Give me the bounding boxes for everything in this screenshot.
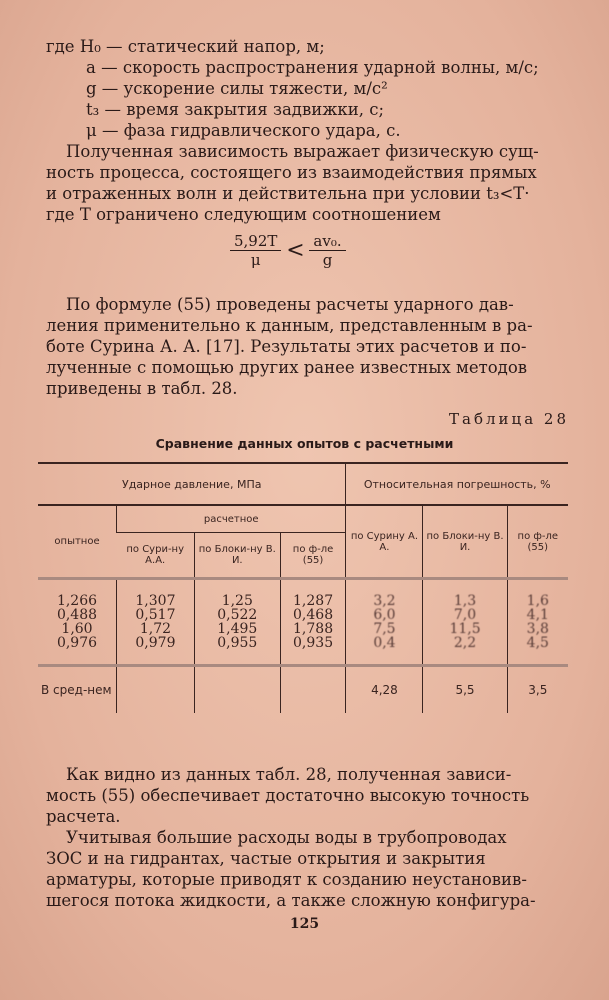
table-column-cell: [117, 579, 195, 666]
formula-lhs-numerator: 5,92T: [230, 232, 281, 251]
text-line: приведены в табл. 28.: [46, 379, 238, 398]
paragraph-2: [46, 294, 571, 399]
avg-value: 4,28: [346, 666, 423, 714]
table-cell-value: 4,1: [526, 607, 549, 623]
table-cell-value: 0,468: [293, 607, 334, 623]
table-column-cell: [423, 579, 507, 666]
header-formula: по ф-ле (55): [280, 533, 346, 579]
table-cell-value: 0,955: [217, 635, 258, 651]
formula: [230, 232, 346, 269]
table-cell-value: 0,517: [135, 607, 176, 623]
table-cell-value: 1,788: [293, 621, 334, 637]
avg-label: В сред-нем: [38, 666, 117, 714]
table-cell-value: 1,3: [453, 593, 477, 609]
paragraph-3: [46, 764, 571, 827]
formula-operator: <: [286, 238, 305, 263]
text-line: боте Сурина А. А. [17]. Результаты этих расчетов и по-: [46, 337, 527, 356]
paragraph-4: [46, 827, 571, 911]
text-line: шегося потока жидкости, а также сложную конфигура-: [46, 891, 536, 910]
formula-rhs-numerator: av₀.: [309, 232, 345, 251]
text-line: ность процесса, состоящего из взаимодействия прямых: [46, 163, 537, 182]
text-line: где T ограничено следующим соотношением: [46, 205, 441, 224]
avg-value: 3,5: [507, 666, 568, 714]
page-number: 125: [289, 916, 320, 932]
text-line: мость (55) обеспечивает достаточно высокую точность: [46, 786, 530, 805]
legend-line: t₃ — время закрытия задвижки, с;: [86, 100, 385, 119]
table-cell-value: 0,4: [373, 635, 396, 651]
table-cell-value: 11,5: [449, 621, 481, 637]
text-line: Полученная зависимость выражает физическую сущ-: [66, 142, 539, 161]
table-cell-value: 0,522: [217, 607, 258, 623]
table-cell-value: 1,6: [526, 593, 549, 609]
avg-empty: [280, 666, 346, 714]
text-line: Учитывая большие расходы воды в трубопроводах: [66, 828, 507, 847]
avg-value: 5,5: [423, 666, 507, 714]
avg-empty: [117, 666, 195, 714]
formula-lhs-denominator: μ: [250, 251, 261, 269]
text-line: арматуры, которые приводят к созданию неустановив-: [46, 870, 527, 889]
table-cell-value: 1,60: [61, 621, 93, 637]
table-cell-value: 1,72: [139, 621, 172, 637]
table-title: Сравнение данных опытов с расчетными: [155, 436, 454, 451]
text-line: ления применительно к данным, представленным в ра-: [46, 316, 533, 335]
table-cell-value: 7,0: [453, 607, 477, 623]
header-err-surin: по Сурину А. А.: [346, 505, 423, 579]
text-line: и отраженных волн и действительна при условии t₃<T·: [46, 184, 530, 203]
table-cell-value: 0,976: [56, 635, 98, 651]
table-cell-value: 4,5: [526, 635, 549, 651]
text-line: Как видно из данных табл. 28, полученная зависи-: [66, 765, 512, 784]
text-line: лученные с помощью других ранее известных методов: [46, 358, 528, 377]
header-surin: по Сури-ну А.А.: [126, 544, 185, 566]
table-cell-value: 1,266: [56, 593, 98, 609]
table-cell-value: 0,488: [56, 607, 98, 623]
header-experimental: опытное: [38, 505, 117, 579]
header-err-formula: по ф-ле (55): [507, 505, 568, 579]
table-cell-value: 3,2: [373, 593, 396, 609]
legend-line: где H₀ — статический напор, м;: [46, 37, 325, 56]
header-blokhin: по Блоки-ну В. И.: [194, 533, 280, 579]
table-cell-value: 0,935: [293, 635, 334, 651]
avg-empty: [194, 666, 280, 714]
text-line: По формуле (55) проведены расчеты ударного дав-: [66, 295, 514, 314]
legend-line: μ — фаза гидравлического удара, с.: [86, 121, 401, 140]
table-cell-value: 6,0: [373, 607, 396, 623]
table-cell-value: 1,287: [293, 593, 334, 609]
table-column-cell: [38, 579, 117, 666]
header-error: Относительная погрешность, %: [346, 463, 568, 505]
text-line: ЗОС и на гидрантах, частые открытия и закрытия: [46, 849, 486, 868]
formula-rhs-denominator: g: [322, 251, 333, 269]
header-calculated: расчетное: [117, 505, 346, 533]
header-pressure: Ударное давление, МПа: [38, 463, 346, 505]
paragraph-1: [46, 141, 571, 225]
legend-line: a — скорость распространения ударной волны, м/с;: [86, 58, 539, 77]
table-cell-value: 2,2: [453, 635, 477, 651]
table-cell-value: 1,495: [217, 621, 258, 637]
comparison-table: [38, 462, 568, 713]
table-cell-value: 7,5: [373, 621, 396, 637]
table-number: Таблица 28: [449, 410, 569, 428]
table-cell-value: 3,8: [526, 621, 549, 637]
header-err-blokhin: по Блоки-ну В. И.: [423, 505, 507, 579]
table-column-cell: [194, 579, 280, 666]
table-cell-value: 1,25: [221, 593, 253, 609]
table-cell-value: 1,307: [135, 593, 176, 609]
table-cell-value: 0,979: [135, 635, 176, 651]
table-column-cell: [280, 579, 346, 666]
table-column-cell: [346, 579, 423, 666]
table-data-row: [38, 579, 568, 666]
table-column-cell: [507, 579, 568, 666]
legend-line: g — ускорение силы тяжести, м/с²: [86, 79, 388, 98]
text-line: расчета.: [46, 807, 121, 826]
symbol-legend: [46, 36, 571, 141]
